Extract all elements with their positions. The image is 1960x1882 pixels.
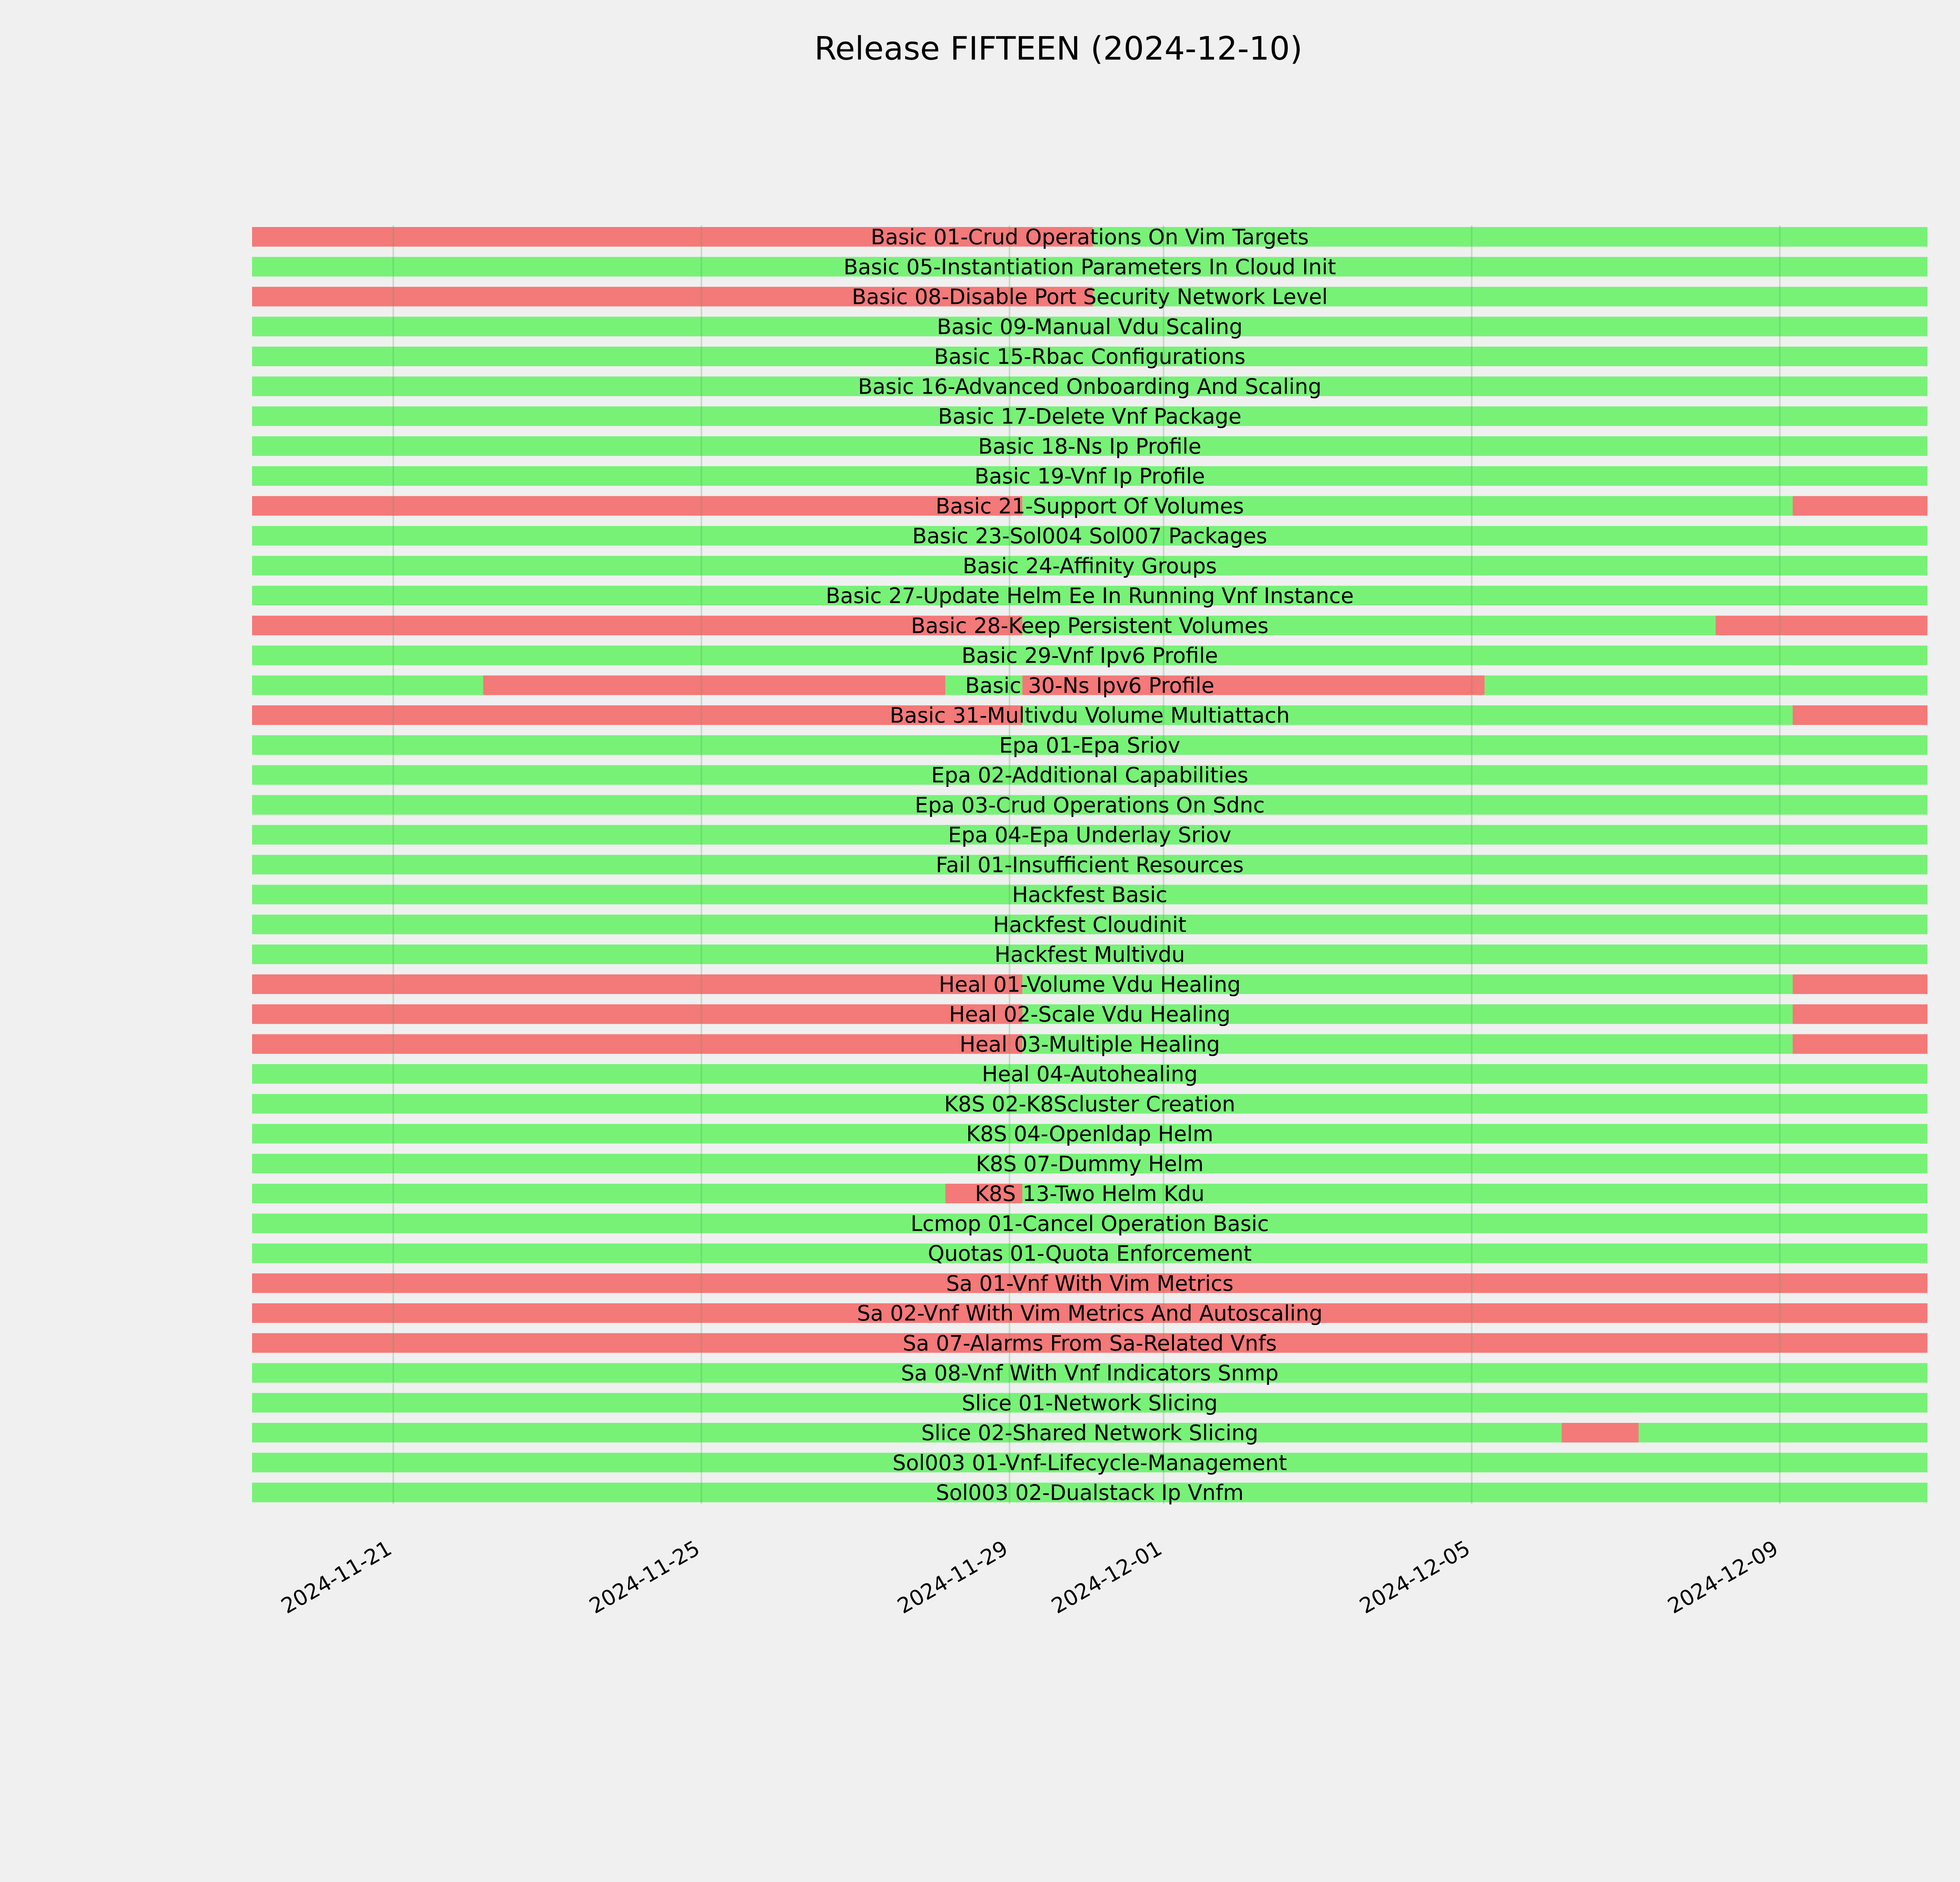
row-label: Hackfest Cloudinit xyxy=(993,912,1187,937)
row-label: Slice 02-Shared Network Slicing xyxy=(921,1421,1258,1445)
row-label: Sa 01-Vnf With Vim Metrics xyxy=(946,1271,1234,1296)
row-label: Basic 21-Support Of Volumes xyxy=(935,494,1244,519)
bar-segment-pass xyxy=(252,1423,1562,1442)
row-label: Basic 30-Ns Ipv6 Profile xyxy=(965,673,1214,698)
bar-segment-fail xyxy=(1793,1005,1927,1024)
row-label: Sa 02-Vnf With Vim Metrics And Autoscaling xyxy=(857,1301,1323,1326)
bar-segment-fail xyxy=(1793,705,1927,725)
row-label: Heal 03-Multiple Healing xyxy=(959,1032,1220,1057)
x-tick-label: 2024-12-01 xyxy=(1047,1535,1166,1619)
bar-segment-fail xyxy=(1562,1423,1639,1442)
x-tick-label: 2024-12-05 xyxy=(1355,1535,1474,1619)
x-tick-label: 2024-11-25 xyxy=(585,1535,704,1619)
x-tick-labels-layer xyxy=(277,1536,1782,1619)
row-label: Sa 07-Alarms From Sa-Related Vnfs xyxy=(902,1331,1277,1356)
bar-segment-pass xyxy=(252,676,483,695)
x-tick-label: 2024-11-21 xyxy=(277,1535,396,1619)
row-label: Basic 28-Keep Persistent Volumes xyxy=(911,613,1269,638)
row-label: Epa 04-Epa Underlay Sriov xyxy=(948,823,1232,847)
row-label: Quotas 01-Quota Enforcement xyxy=(927,1241,1252,1266)
row-label: K8S 02-K8Scluster Creation xyxy=(944,1092,1236,1117)
row-label: Lcmop 01-Cancel Operation Basic xyxy=(910,1211,1269,1236)
bar-segment-fail xyxy=(1793,1034,1927,1054)
row-label: Basic 18-Ns Ip Profile xyxy=(978,434,1201,459)
row-label: Basic 16-Advanced Onboarding And Scaling xyxy=(858,374,1322,399)
row-label: Basic 23-Sol004 Sol007 Packages xyxy=(912,523,1267,549)
bar-segment-pass xyxy=(1485,676,1927,695)
x-tick-label: 2024-12-09 xyxy=(1663,1535,1782,1619)
row-label: Basic 17-Delete Vnf Package xyxy=(938,404,1242,429)
bar-segment-fail xyxy=(252,1034,1022,1054)
bar-segment-fail xyxy=(252,1005,1022,1024)
row-label: Basic 08-Disable Port Security Network Level xyxy=(851,284,1328,309)
row-label: Basic 19-Vnf Ip Profile xyxy=(975,464,1205,489)
row-label: Epa 01-Epa Sriov xyxy=(999,733,1180,758)
row-label: Basic 01-Crud Operations On Vim Targets xyxy=(871,225,1309,249)
bar-segment-fail xyxy=(1793,974,1927,994)
row-label: Fail 01-Insufficient Resources xyxy=(936,852,1244,877)
row-label: Heal 02-Scale Vdu Healing xyxy=(949,1002,1230,1027)
x-tick-label: 2024-11-29 xyxy=(893,1535,1012,1619)
row-label: K8S 13-Two Helm Kdu xyxy=(975,1181,1205,1206)
row-label: Hackfest Basic xyxy=(1012,882,1168,907)
row-label: Sol003 02-Dualstack Ip Vnfm xyxy=(936,1480,1244,1505)
bar-segment-fail xyxy=(1793,496,1927,516)
row-label: Basic 29-Vnf Ipv6 Profile xyxy=(961,643,1218,668)
row-label: Basic 09-Manual Vdu Scaling xyxy=(937,314,1243,339)
row-label: Hackfest Multivdu xyxy=(995,942,1185,967)
bar-segment-pass xyxy=(1639,1423,1927,1442)
row-label: K8S 04-Openldap Helm xyxy=(966,1121,1214,1146)
bar-segment-fail xyxy=(252,616,1022,635)
row-label: Sol003 01-Vnf-Lifecycle-Management xyxy=(892,1450,1287,1475)
row-label: Sa 08-Vnf With Vnf Indicators Snmp xyxy=(901,1361,1279,1386)
bar-segment-fail xyxy=(252,974,1022,994)
row-label: Basic 24-Affinity Groups xyxy=(962,553,1217,578)
row-label: Slice 01-Network Slicing xyxy=(962,1390,1218,1415)
bar-segment-fail xyxy=(1716,616,1927,635)
row-label: Heal 04-Autohealing xyxy=(982,1062,1198,1086)
row-label: Epa 03-Crud Operations On Sdnc xyxy=(915,792,1265,817)
bar-segment-fail xyxy=(483,676,946,695)
row-label: Basic 31-Multivdu Volume Multiattach xyxy=(889,703,1290,728)
bar-segment-pass xyxy=(252,1184,946,1203)
bar-segment-fail xyxy=(252,496,1022,516)
row-label: Basic 05-Instantiation Parameters In Cloud Init xyxy=(843,254,1336,280)
row-label: Basic 27-Update Helm Ee In Running Vnf Instance xyxy=(826,583,1354,608)
row-label: Heal 01-Volume Vdu Healing xyxy=(938,972,1241,997)
chart-title: Release FIFTEEN (2024-12-10) xyxy=(814,30,1303,67)
row-label: Epa 02-Additional Capabilities xyxy=(931,763,1249,788)
row-label: K8S 07-Dummy Helm xyxy=(976,1151,1204,1176)
row-label: Basic 15-Rbac Configurations xyxy=(934,344,1246,369)
